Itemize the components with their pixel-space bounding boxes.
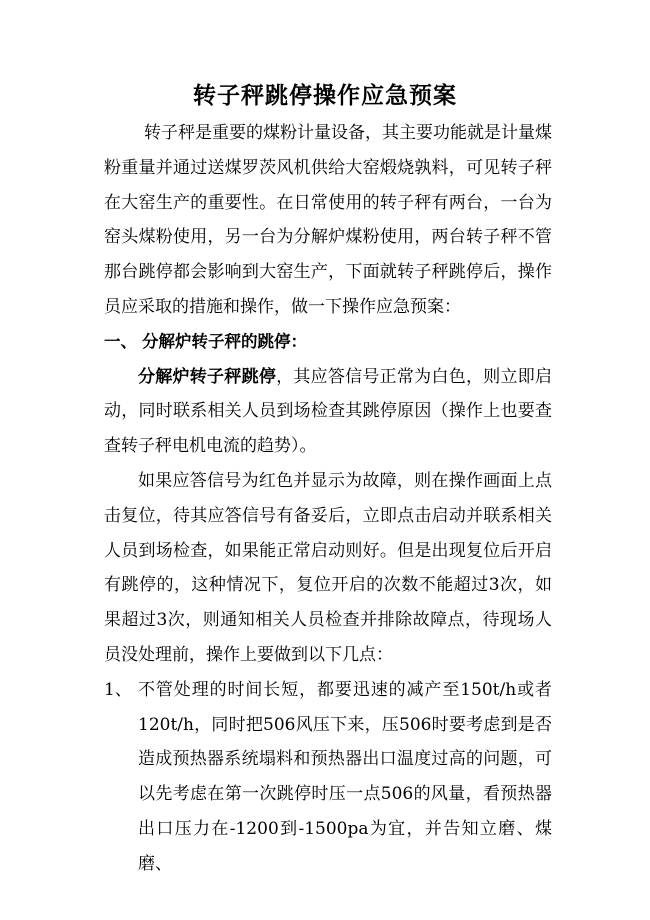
intro-paragraph: 转子秤是重要的煤粉计量设备，其主要功能就是计量煤粉重量并通过送煤罗茨风机供给大窑煅烧孰料，可见转子秤在大窑生产的重要性。在日常使用的转子秤有两台，一台为窑头煤粉使用，另一台为分解炉煤粉使用，两台转子秤不管那台跳停都会影响到大窑生产，下面就转子秤跳停后，操作员应采取的措施和操作，做一下操作应急预案： <box>104 123 552 317</box>
section-heading <box>104 325 552 360</box>
document-title: 转子秤跳停操作应急预案 <box>193 83 457 109</box>
paragraph-text: ，其应答信号正常为白色，则立即启动，同时联系相关人员到场检查其跳停原因（操作上也要查查转子秤电机电流的趋势）。 <box>104 366 553 457</box>
list-item <box>104 673 552 882</box>
list-item-text: 不管处理的时间长短，都要迅速的减产至150t/h或者120t/h，同时把506风压下来，压506时要考虑到是否造成预热器系统塌料和预热器出口温度过高的问题，可以先考虑在第一次跳停时压一点506的风量，看预热器出口压力在-1200到-1500pa为宜，并告知立磨、煤磨、 <box>138 679 552 874</box>
section-paragraph-1 <box>104 360 552 464</box>
list-item-number: 1、 <box>104 679 132 700</box>
section-number: 一、 <box>104 331 137 351</box>
section-heading-text: 分解炉转子秤的跳停： <box>142 331 307 351</box>
section-paragraph-2: 如果应答信号为红色并显示为故障，则在操作画面上点击复位，待其应答信号有备妥后，立即点击启动并联系相关人员到场检查，如果能正常启动则好。但是出现复位后开启有跳停的，这种情况下，复位开启的次数不能超过3次，如果超过3次，则通知相关人员检查并排除故障点，待现场人员没处理前，操作上要做到以下几点： <box>104 470 552 665</box>
document-body <box>104 116 552 882</box>
paragraph-lead: 分解炉转子秤跳停 <box>138 366 277 387</box>
